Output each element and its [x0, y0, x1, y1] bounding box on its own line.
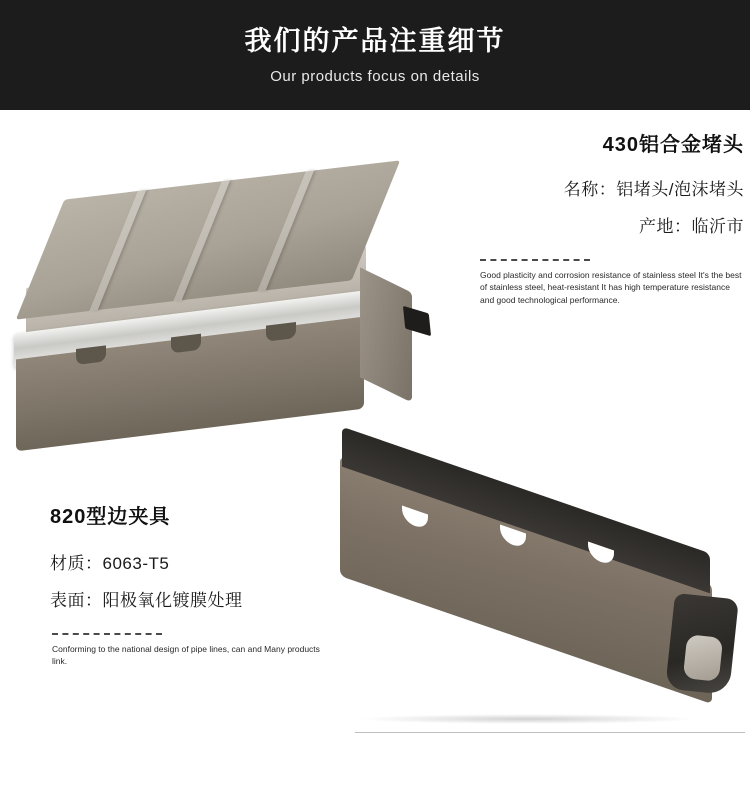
banner-title-chinese: 我们的产品注重细节 [244, 26, 506, 57]
product-two-text-block [50, 500, 330, 668]
product-one-spec-origin: 产地：临沂市 [639, 217, 744, 236]
product-section-two [0, 450, 750, 780]
product-notch [266, 322, 296, 342]
product-one-spec-name: 名称：铝堵头/泡沫堵头 [563, 180, 744, 199]
product-notch [171, 334, 201, 354]
product-two-spec-surface: 表面：阳极氧化镀膜处理 [50, 591, 243, 610]
aluminum-end-cap-illustration [8, 162, 453, 412]
clamp-shadow [358, 714, 698, 724]
product-two-title: 820型边夹具 [50, 506, 171, 528]
product-rib [173, 180, 230, 301]
photo-baseline [355, 732, 745, 733]
product-section-one [0, 110, 750, 450]
product-notch [76, 345, 106, 365]
banner-title-english: Our products focus on details [270, 67, 480, 85]
product-rib [89, 190, 146, 311]
product-two-description-english: Conforming to the national design of pipe lines, can and Many products link. [52, 644, 320, 667]
dashed-divider [52, 633, 162, 635]
product-two-spec-material: 材质：6063-T5 [50, 554, 170, 573]
product-rib [257, 170, 314, 291]
page-header-banner [0, 0, 750, 110]
product-right-side [360, 267, 412, 402]
side-clamp-illustration [340, 468, 730, 723]
clamp-end-inner [683, 634, 723, 682]
product-one-title: 430铝合金堵头 [602, 134, 744, 156]
product-one-description-english: Good plasticity and corrosion resistance of stainless steel It's the best of stainless steel, heat-resistant It has high temperature resistance and good technological performance. [480, 270, 742, 305]
product-one-text-block [452, 128, 744, 306]
side-clamp-photo [330, 450, 750, 780]
dashed-divider [480, 259, 590, 261]
aluminum-end-cap-photo [0, 132, 460, 422]
